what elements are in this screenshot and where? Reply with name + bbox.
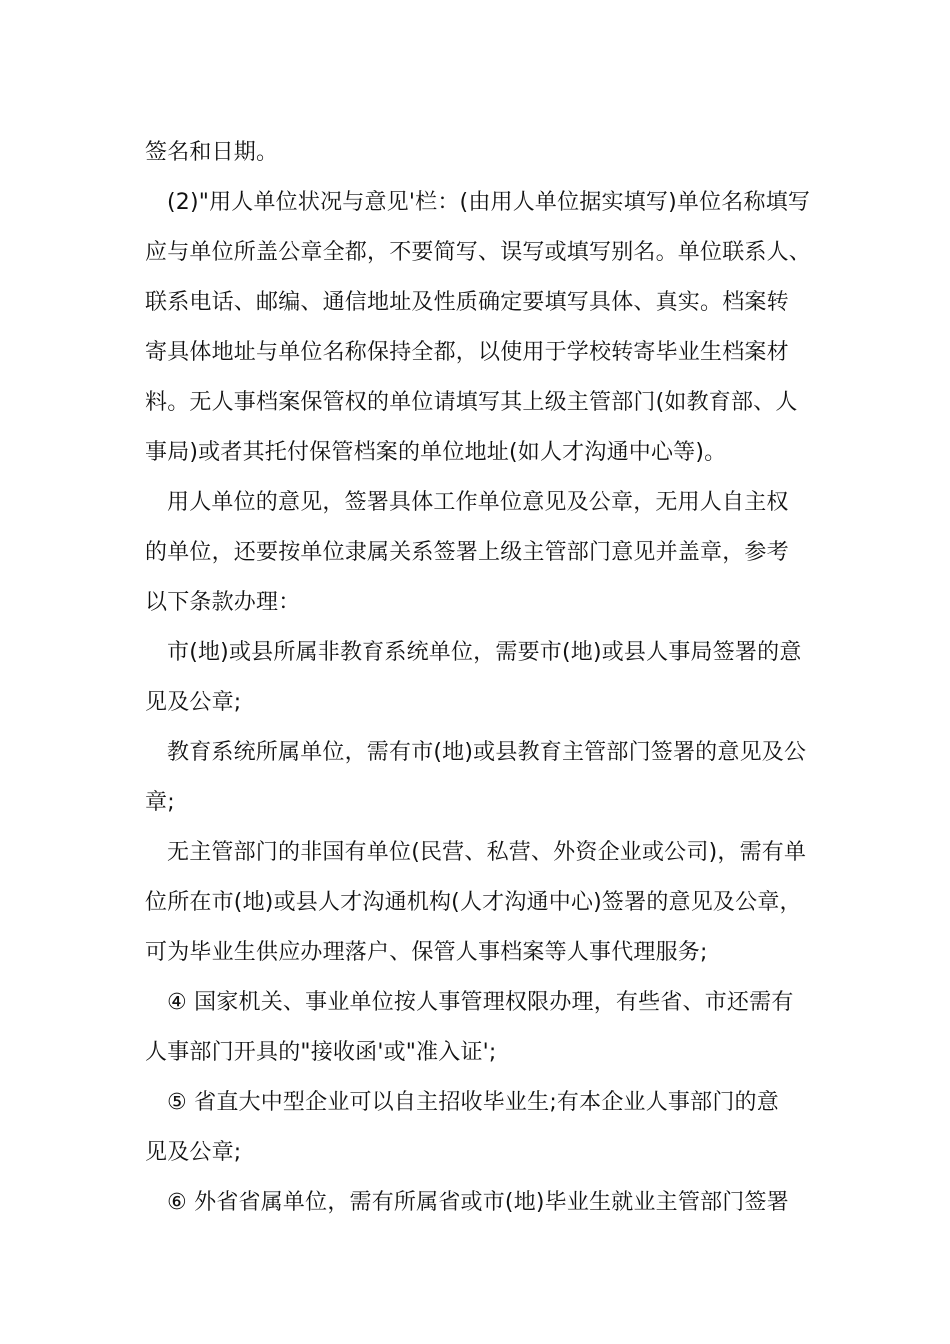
text-line-7: 事局)或者其托付保管档案的单位地址(如人才沟通中心等)。: [145, 440, 727, 465]
text-line-16: 位所在市(地)或县人才沟通机构(人才沟通中心)签署的意见及公章，: [145, 890, 802, 915]
text-line-13: 教育系统所属单位，需有市(地)或县教育主管部门签署的意见及公: [167, 740, 807, 765]
text-line-1: 签名和日期。: [145, 140, 279, 165]
text-line-4: 联系电话、邮编、通信地址及性质确定要填写具体、真实。档案转: [145, 290, 789, 315]
text-line-6: 料。无人事档案保管权的单位请填写其上级主管部门(如教育部、人: [145, 390, 798, 415]
text-line-19: 人事部门开具的"接收函'或"准入证';: [145, 1040, 497, 1065]
text-line-9: 的单位，还要按单位隶属关系签署上级主管部门意见并盖章，参考: [145, 540, 789, 565]
text-line-8: 用人单位的意见，签署具体工作单位意见及公章，无用人自主权: [167, 490, 789, 515]
text-line-14: 章;: [145, 790, 175, 815]
text-line-5: 寄具体地址与单位名称保持全都，以使用于学校转寄毕业生档案材: [145, 340, 789, 365]
text-line-10: 以下条款办理：: [145, 590, 301, 615]
text-line-11: 市(地)或县所属非教育系统单位，需要市(地)或县人事局签署的意: [167, 640, 802, 665]
text-line-12: 见及公章;: [145, 690, 242, 715]
text-line-17: 可为毕业生供应办理落户、保管人事档案等人事代理服务;: [145, 940, 708, 965]
text-line-21: 见及公章;: [145, 1140, 242, 1165]
text-line-15: 无主管部门的非国有单位(民营、私营、外资企业或公司)，需有单: [167, 840, 807, 865]
body-text: [145, 128, 815, 1228]
text-line-18: ④ 国家机关、事业单位按人事管理权限办理，有些省、市还需有: [167, 990, 794, 1015]
text-line-3: 应与单位所盖公章全都，不要简写、误写或填写别名。单位联系人、: [145, 240, 812, 265]
text-line-2: (2)"用人单位状况与意见'栏：(由用人单位据实填写)单位名称填写: [167, 190, 811, 215]
text-line-20: ⑤ 省直大中型企业可以自主招收毕业生;有本企业人事部门的意: [167, 1090, 779, 1115]
text-line-22: ⑥ 外省省属单位，需有所属省或市(地)毕业生就业主管部门签署: [167, 1190, 789, 1215]
